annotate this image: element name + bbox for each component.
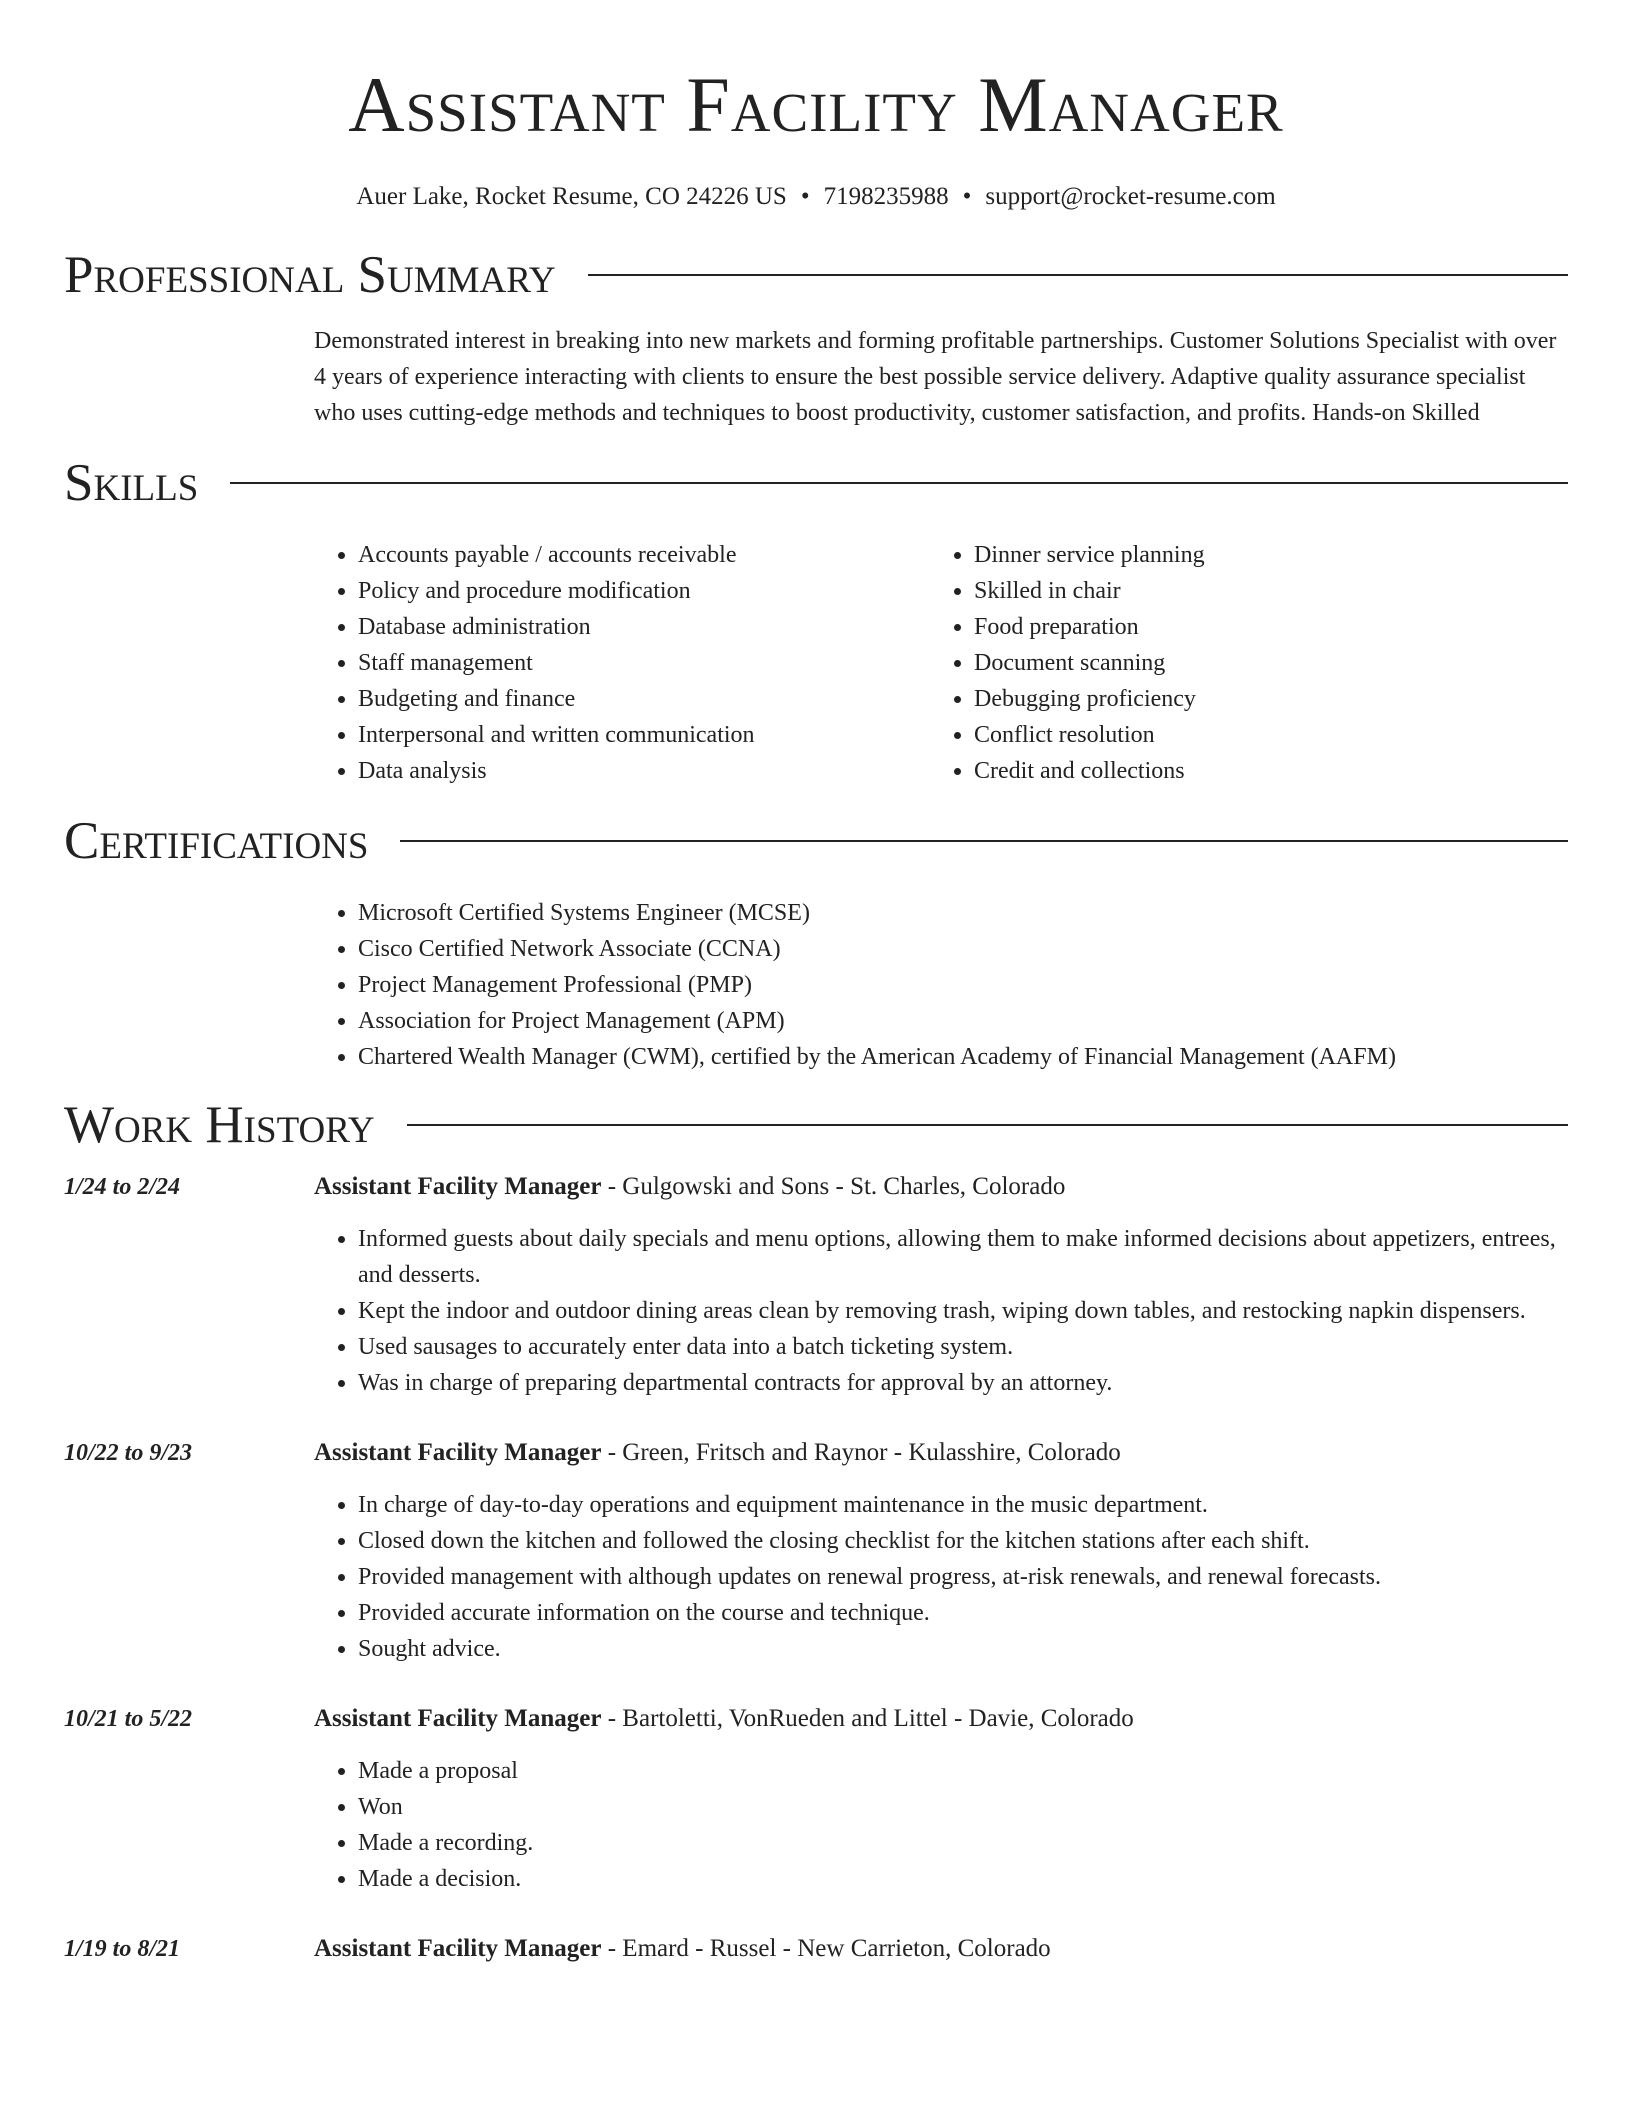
- job-employer: - Bartoletti, VonRueden and Littel - Davie, Colorado: [601, 1705, 1134, 1732]
- job-bullet: • Informed guests about daily specials and menu options, allowing them to make informed decisions about appetizers, entrees, and desserts.: [358, 1221, 1568, 1293]
- certifications-section-header: [64, 811, 1568, 871]
- job-title: Assistant Facility Manager: [314, 1705, 602, 1732]
- certifications-block: [314, 895, 1568, 1075]
- job-entry: [64, 1169, 1568, 1401]
- skill-item: • Staff management: [358, 645, 930, 681]
- work-section-title: Work History: [64, 1096, 375, 1154]
- skill-item: • Interpersonal and written communication: [358, 717, 930, 753]
- skill-item: • Food preparation: [974, 609, 1546, 645]
- skills-column-left: [314, 537, 930, 789]
- job-bullet-list: [314, 1221, 1568, 1401]
- section-divider: [407, 1124, 1568, 1126]
- job-heading: [314, 1169, 1568, 1205]
- contact-line: [64, 182, 1568, 212]
- job-heading: [314, 1701, 1568, 1737]
- work-section-header: [64, 1095, 1568, 1155]
- skill-item: • Budgeting and finance: [358, 681, 930, 717]
- job-entry: [64, 1701, 1568, 1897]
- job-bullet: • Provided accurate information on the course and technique.: [358, 1595, 1568, 1631]
- skill-item: • Database administration: [358, 609, 930, 645]
- certification-item: • Project Management Professional (PMP): [358, 967, 1568, 1003]
- skill-item: • Document scanning: [974, 645, 1546, 681]
- job-entry: [64, 1435, 1568, 1667]
- certifications-section-title: Certifications: [64, 812, 369, 870]
- certification-item: • Association for Project Management (APM): [358, 1003, 1568, 1039]
- summary-section-title: Professional Summary: [64, 246, 556, 304]
- job-body: [314, 1701, 1568, 1897]
- job-employer: - Gulgowski and Sons - St. Charles, Colorado: [601, 1173, 1066, 1200]
- job-bullet: • Made a decision.: [358, 1861, 1568, 1897]
- skills-column-right: [930, 537, 1546, 789]
- summary-section-header: [64, 245, 1568, 305]
- job-bullet-list: [314, 1487, 1568, 1667]
- job-bullet-list: [314, 1753, 1568, 1897]
- job-dates: 10/22 to 9/23: [64, 1440, 193, 1466]
- job-bullet: • Won: [358, 1789, 1568, 1825]
- job-body: [314, 1169, 1568, 1401]
- job-heading: [314, 1931, 1568, 1967]
- contact-address: Auer Lake, Rocket Resume, CO 24226 US: [356, 183, 787, 210]
- contact-separator: •: [962, 183, 972, 210]
- skill-item: • Accounts payable / accounts receivable: [358, 537, 930, 573]
- skills-list-left: [314, 537, 930, 789]
- certifications-list: [314, 895, 1568, 1075]
- skills-grid: [314, 537, 1568, 789]
- skill-item: • Skilled in chair: [974, 573, 1546, 609]
- section-divider: [400, 840, 1568, 842]
- job-bullet: • Made a recording.: [358, 1825, 1568, 1861]
- skill-item: • Credit and collections: [974, 753, 1546, 789]
- contact-email: support@rocket-resume.com: [985, 183, 1276, 210]
- job-bullet: • Made a proposal: [358, 1753, 1568, 1789]
- job-bullet: • Kept the indoor and outdoor dining areas clean by removing trash, wiping down tables, and restocking napkin dispensers.: [358, 1293, 1568, 1329]
- job-bullet: • Closed down the kitchen and followed the closing checklist for the kitchen stations after each shift.: [358, 1523, 1568, 1559]
- skills-section-title: Skills: [64, 454, 199, 512]
- skill-item: • Policy and procedure modification: [358, 573, 930, 609]
- job-bullet: • In charge of day-to-day operations and equipment maintenance in the music department.: [358, 1487, 1568, 1523]
- job-title: Assistant Facility Manager: [314, 1173, 602, 1200]
- job-bullet: • Sought advice.: [358, 1631, 1568, 1667]
- resume-name: Assistant Facility Manager: [348, 61, 1284, 148]
- job-entry: [64, 1931, 1568, 1967]
- job-title: Assistant Facility Manager: [314, 1439, 602, 1466]
- job-body: [314, 1435, 1568, 1667]
- job-bullet: • Used sausages to accurately enter data into a batch ticketing system.: [358, 1329, 1568, 1365]
- job-dates: 1/19 to 8/21: [64, 1936, 181, 1962]
- certification-item: • Microsoft Certified Systems Engineer (MCSE): [358, 895, 1568, 931]
- certification-item: • Cisco Certified Network Associate (CCNA): [358, 931, 1568, 967]
- job-employer: - Emard - Russel - New Carrieton, Colorado: [601, 1935, 1051, 1962]
- summary-text: Demonstrated interest in breaking into new markets and forming profitable partnerships. Customer Solutions Specialist with over 4 years of experience interacting with clients to ensure the best possible service delivery. Adaptive quality assurance specialist who uses cutting-edge methods and techniques to boost productivity, customer satisfaction, and profits. Hands-on Skilled: [314, 328, 1557, 426]
- skill-item: • Data analysis: [358, 753, 930, 789]
- job-body: [314, 1931, 1568, 1967]
- contact-phone: 7198235988: [823, 183, 949, 210]
- job-dates: 10/21 to 5/22: [64, 1706, 193, 1732]
- section-divider: [588, 274, 1568, 276]
- skills-section-header: [64, 453, 1568, 513]
- contact-separator: •: [800, 183, 810, 210]
- job-title: Assistant Facility Manager: [314, 1935, 602, 1962]
- skills-list-right: [930, 537, 1546, 789]
- section-divider: [230, 482, 1568, 484]
- job-bullet: • Was in charge of preparing departmental contracts for approval by an attorney.: [358, 1365, 1568, 1401]
- job-heading: [314, 1435, 1568, 1471]
- job-dates: 1/24 to 2/24: [64, 1174, 181, 1200]
- job-employer: - Green, Fritsch and Raynor - Kulasshire, Colorado: [601, 1439, 1121, 1466]
- skill-item: • Conflict resolution: [974, 717, 1546, 753]
- skill-item: • Dinner service planning: [974, 537, 1546, 573]
- certification-item: • Chartered Wealth Manager (CWM), certified by the American Academy of Financial Management (AAFM): [358, 1039, 1568, 1075]
- job-bullet: • Provided management with although updates on renewal progress, at-risk renewals, and renewal forecasts.: [358, 1559, 1568, 1595]
- skill-item: • Debugging proficiency: [974, 681, 1546, 717]
